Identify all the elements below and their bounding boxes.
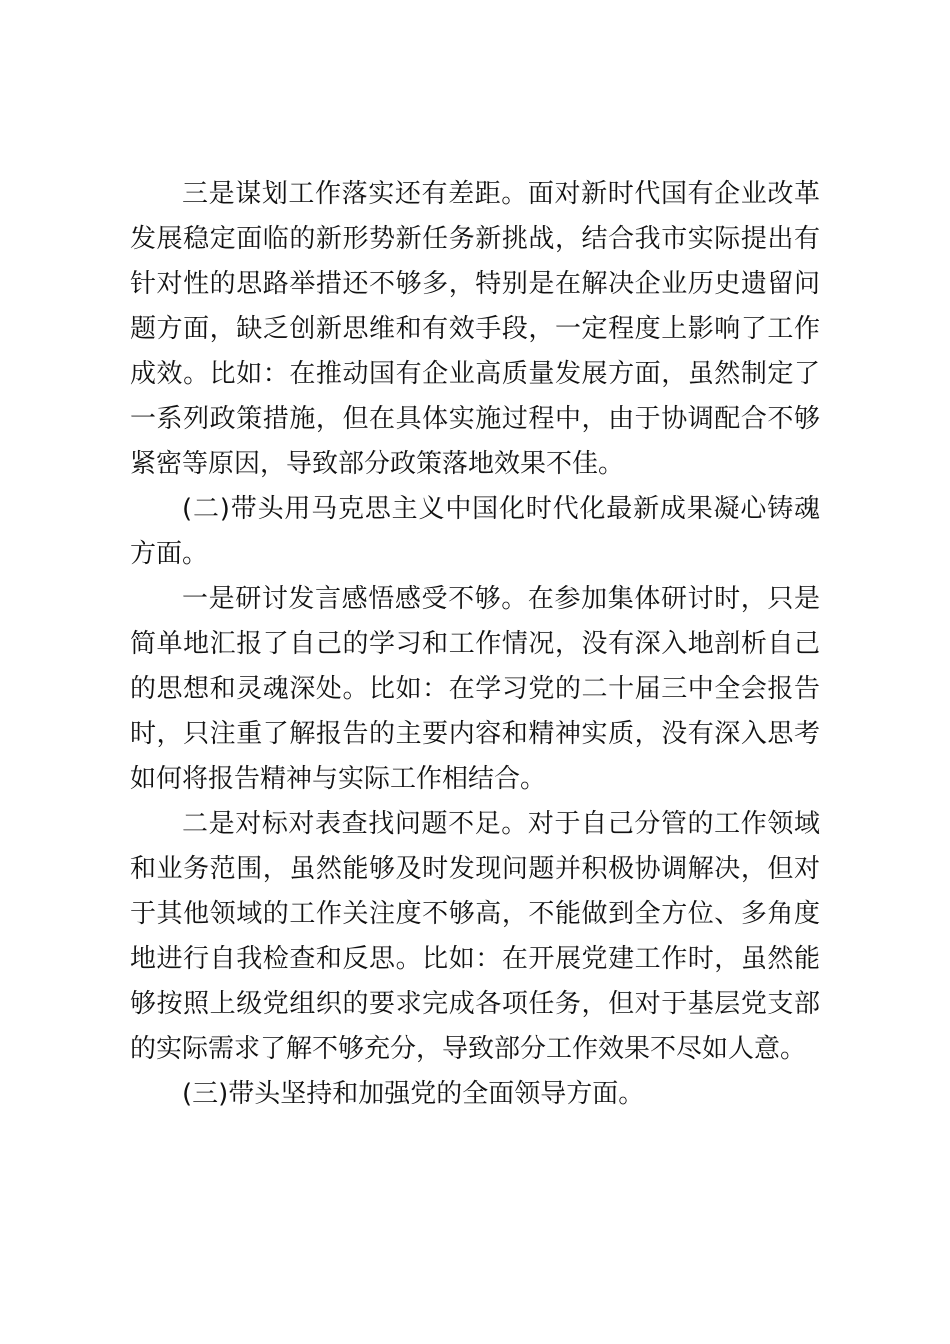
paragraph-planning-gap: 三是谋划工作落实还有差距。面对新时代国有企业改革发展稳定面临的新形势新任务新挑战，结合我市实际提出有针对性的思路举措还不够多，特别是在解决企业历史遗留问题方面，缺乏创新思维和有效手段，一定程度上影响了工作成效。比如：在推动国有企业高质量发展方面，虽然制定了一系列政策措施，但在具体实施过程中，由于协调配合不够紧密等原因，导致部分政策落地效果不佳。 [130, 179, 820, 479]
section-heading-2: (二)带头用马克思主义中国化时代化最新成果凝心铸魂方面。 [130, 494, 820, 569]
document-body [130, 172, 820, 1117]
paragraph-study-discussion: 一是研讨发言感悟感受不够。在参加集体研讨时，只是简单地汇报了自己的学习和工作情况，没有深入地剖析自己的思想和灵魂深处。比如：在学习党的二十届三中全会报告时，只注重了解报告的主要内容和精神实质，没有深入思考如何将报告精神与实际工作相结合。 [130, 584, 820, 794]
section-heading-3: (三)带头坚持和加强党的全面领导方面。 [182, 1079, 645, 1109]
paragraph-benchmark-check: 二是对标对表查找问题不足。对于自己分管的工作领域和业务范围，虽然能够及时发现问题并积极协调解决，但对于其他领域的工作关注度不够高，不能做到全方位、多角度地进行自我检查和反思。比如：在开展党建工作时，虽然能够按照上级党组织的要求完成各项任务，但对于基层党支部的实际需求了解不够充分，导致部分工作效果不尽如人意。 [130, 809, 820, 1064]
